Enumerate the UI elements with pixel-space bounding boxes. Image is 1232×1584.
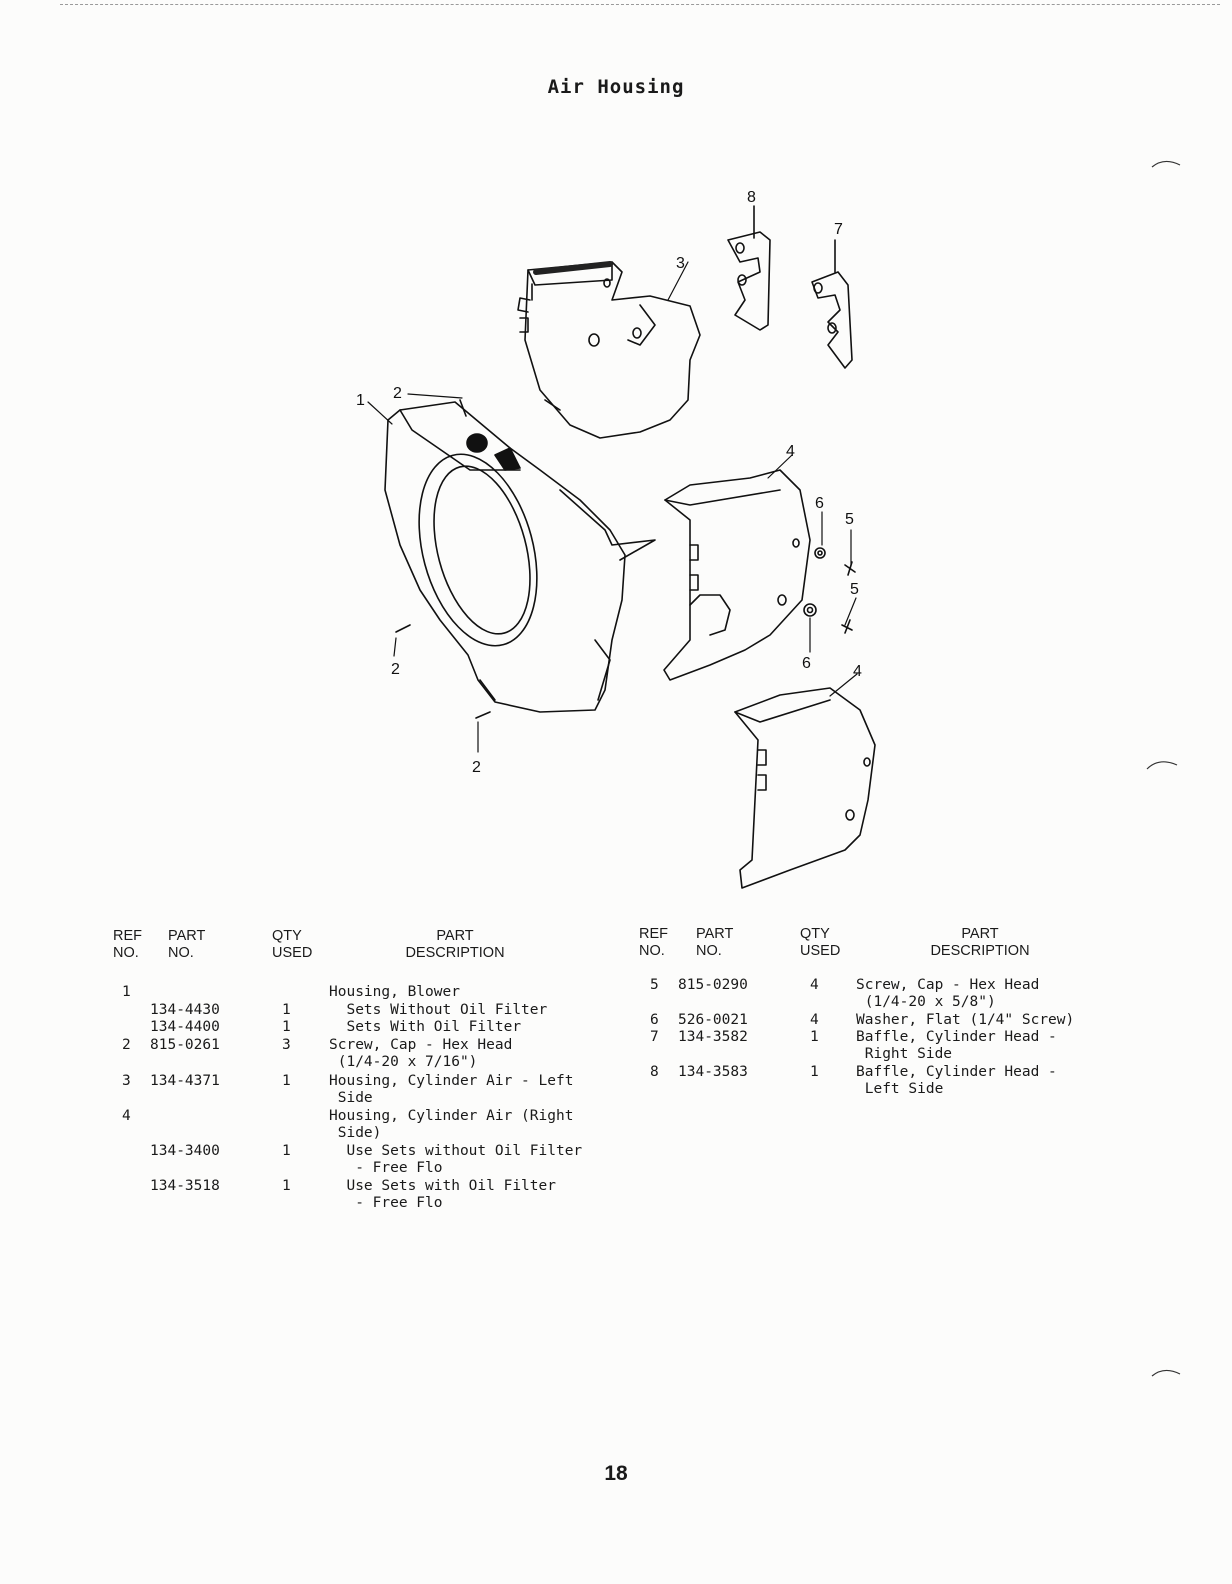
callout-4-lower: 4: [853, 663, 862, 680]
callout-3: 3: [676, 255, 685, 272]
callout-6-top: 6: [815, 495, 824, 512]
left-header-qty: QTY USED: [272, 928, 313, 961]
scan-margin-mark: [1150, 1362, 1190, 1382]
callout-1: 1: [356, 392, 365, 409]
scan-margin-mark: [1145, 755, 1185, 775]
right-header-part: PART NO.: [696, 926, 734, 959]
part-4-lower-right-housing: [735, 688, 875, 888]
callout-2-bottom: 2: [472, 759, 481, 776]
part-4-upper-right-housing: [664, 470, 810, 680]
scan-edge-line: [60, 4, 1220, 5]
callout-6-bottom: 6: [802, 655, 811, 672]
callout-leaders: [368, 262, 857, 752]
callout-5-top: 5: [845, 511, 854, 528]
callout-7: 7: [834, 221, 843, 238]
callout-2-top: 2: [393, 385, 402, 402]
scan-margin-mark: [1150, 155, 1190, 175]
callout-5-bottom: 5: [850, 581, 859, 598]
page-number: 18: [604, 1462, 628, 1485]
part-8-left-baffle: [728, 206, 770, 330]
callout-2-mid: 2: [391, 661, 400, 678]
left-header-ref: REF NO.: [113, 928, 142, 961]
part-1-blower-housing: [385, 400, 655, 712]
callout-8: 8: [747, 189, 756, 206]
callout-4-upper: 4: [786, 443, 795, 460]
exploded-parts-diagram: [340, 180, 900, 900]
part-7-right-baffle: [812, 240, 852, 368]
right-header-desc: PART DESCRIPTION: [930, 926, 1030, 959]
part-3-left-cylinder-housing: [518, 262, 700, 438]
right-header-ref: REF NO.: [639, 926, 668, 959]
page-title: Air Housing: [547, 76, 685, 98]
left-header-part: PART NO.: [168, 928, 206, 961]
left-header-desc: PART DESCRIPTION: [405, 928, 505, 961]
right-header-qty: QTY USED: [800, 926, 841, 959]
